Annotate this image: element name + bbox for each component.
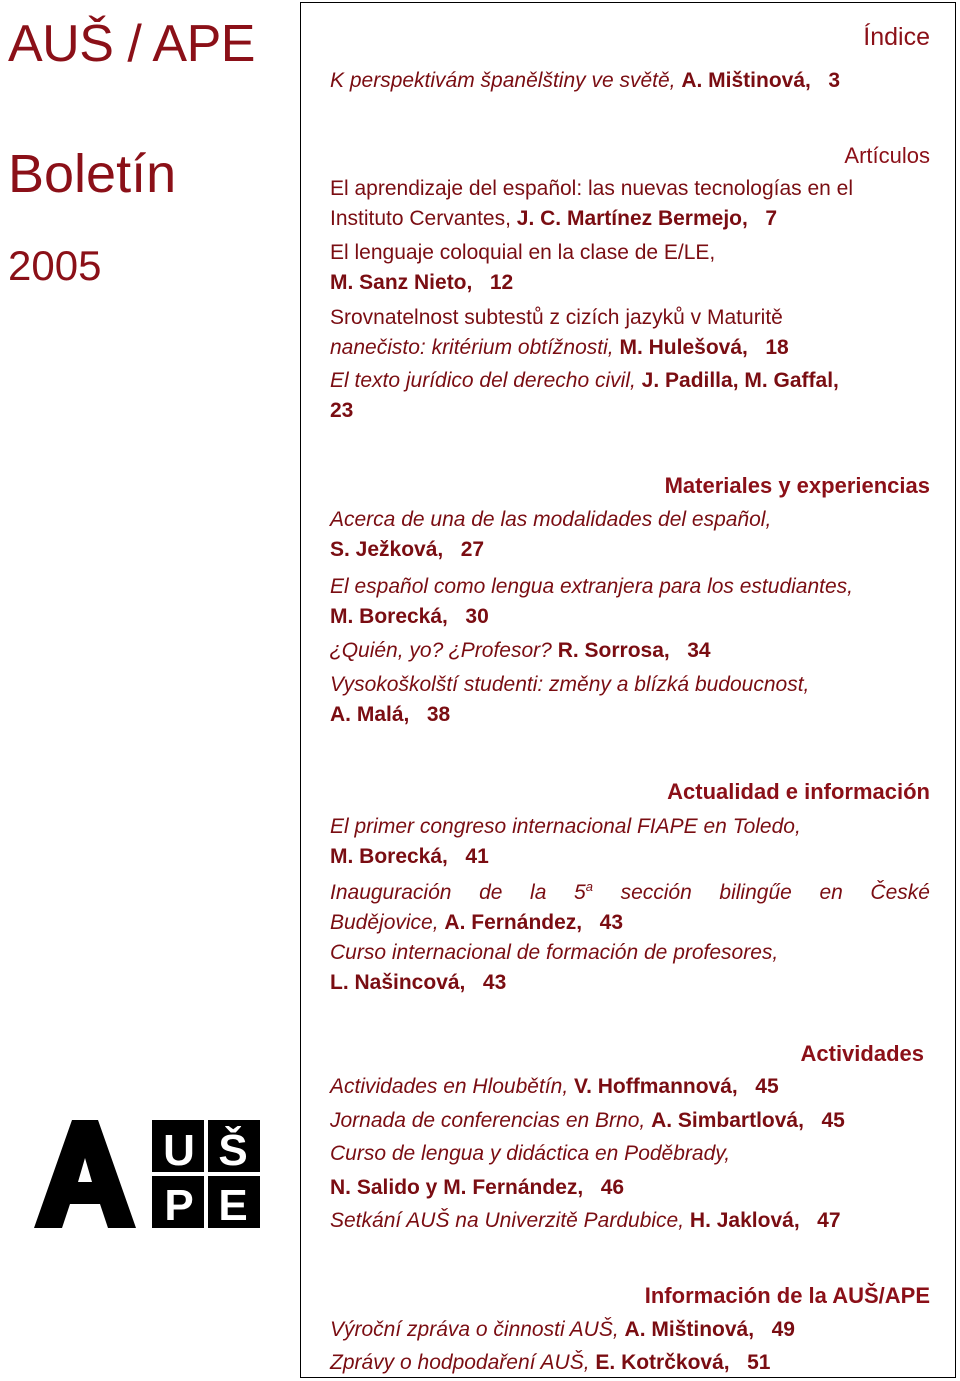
actividades-entry-4[interactable] [330, 1206, 930, 1236]
ordinal-suffix: a [585, 879, 593, 894]
entry-title-cont: nanečisto: kritérium obtížnosti, [330, 336, 614, 359]
entry-page: 34 [687, 639, 711, 662]
articulos-entry-2[interactable] [330, 238, 930, 298]
entry-title [330, 878, 930, 908]
bulletin-label: Boletín [8, 144, 177, 204]
entry-author: N. Salido y M. Fernández, [330, 1176, 584, 1199]
entry-title: El español como lengua extranjera para los estudiantes, [330, 575, 853, 598]
actualidad-heading: Actualidad e información [667, 779, 930, 804]
title-word: České [870, 881, 930, 904]
entry-page: 3 [828, 69, 841, 92]
entry-author: M. Sanz Nieto, [330, 271, 473, 294]
title-word: de [479, 881, 503, 904]
inverted-question-mark: ? [449, 640, 461, 663]
materiales-entry-4[interactable] [330, 670, 930, 730]
entry-title: Quién, yo? [341, 639, 444, 662]
entry-author: A. Mištinová, [681, 69, 811, 92]
articulos-entry-4[interactable] [330, 366, 930, 426]
section-articulos [330, 141, 930, 171]
title-word: Inauguración [330, 881, 452, 904]
section-actualidad [330, 777, 930, 807]
entry-title: Acerca de una de las modalidades del español, [330, 508, 772, 531]
entry-author: A. Fernández, [444, 911, 583, 934]
entry-title: K perspektivám španělštiny ve světě, [330, 69, 676, 92]
title-word: la [530, 881, 547, 904]
entry-author: A. Malá, [330, 703, 410, 726]
actualidad-entry-2[interactable] [330, 878, 930, 938]
title-word [574, 878, 593, 908]
logo-letter-s: Š [218, 1126, 248, 1175]
informacion-heading: Información de la AUŠ/APE [644, 1283, 930, 1308]
title-word: bilingűe [719, 881, 792, 904]
entry-author: H. Jaklová, [689, 1209, 800, 1232]
entry-author: S. Ježková, [330, 538, 444, 561]
entry-title: El texto jurídico del derecho civil, [330, 369, 636, 392]
section-actividades [330, 1039, 924, 1069]
entry-page: 45 [755, 1075, 779, 1098]
entry-author: A. Simbartlová, [651, 1109, 804, 1132]
entry-author: J. Padilla, M. Gaffal, [641, 369, 839, 392]
entry-page: 7 [765, 207, 778, 230]
entry-title: Setkání AUŠ na Univerzitě Pardubice, [330, 1209, 685, 1232]
entry-author: M. Borecká, [330, 605, 448, 628]
articulos-entry-3[interactable] [330, 303, 930, 363]
entry-page: 23 [330, 399, 354, 422]
journal-title: AUŠ / APE [8, 15, 255, 73]
actividades-entry-1[interactable] [330, 1072, 930, 1102]
entry-title: Zprávy o hodpodaření AUŠ, [330, 1351, 590, 1374]
actividades-heading: Actividades [800, 1041, 924, 1066]
articulos-heading: Artículos [844, 143, 930, 168]
entry-page: 41 [465, 845, 489, 868]
materiales-entry-2[interactable] [330, 572, 930, 632]
entry-title: Vysokoškolští studenti: změny a blízká budoucnost, [330, 673, 810, 696]
logo-letter-e: E [218, 1181, 248, 1228]
bulletin-year: 2005 [8, 242, 102, 289]
entry-title: Curso de lengua y didáctica en Poděbrady, [330, 1142, 731, 1165]
entry-page: 46 [600, 1176, 625, 1199]
entry-title: Výroční zpráva o činnosti AUŠ, [330, 1318, 619, 1341]
entry-page: 47 [817, 1209, 841, 1232]
entry-page: 43 [599, 911, 623, 934]
entry-page: 18 [765, 336, 789, 359]
materiales-entry-3[interactable] [330, 636, 930, 666]
aus-ape-logo [34, 1120, 260, 1228]
entry-page: 30 [465, 605, 489, 628]
actualidad-entry-3[interactable] [330, 938, 930, 998]
entry-author: J. C. Martínez Bermejo, [516, 207, 748, 230]
entry-page: 45 [821, 1109, 845, 1132]
entry-title: El primer congreso internacional FIAPE en Toledo, [330, 815, 801, 838]
entry-title: El aprendizaje del español: las nuevas tecnologías en el [330, 177, 854, 200]
entry-author: M. Borecká, [330, 845, 448, 868]
entry-author: R. Sorrosa, [557, 639, 670, 662]
entry-page: 43 [482, 971, 507, 994]
entry-page: 49 [771, 1318, 795, 1341]
entry-title: Srovnatelnost subtestů z cizích jazyků v Maturitě [330, 306, 783, 329]
logo-letter-p: P [164, 1181, 194, 1228]
inverted-question-mark: ? [330, 640, 342, 663]
entry-author: L. Našincová, [330, 971, 466, 994]
actividades-entry-3[interactable] [330, 1139, 930, 1203]
entry-title-cont: Instituto Cervantes, [330, 207, 511, 230]
entry-author: M. Hulešová, [619, 336, 748, 359]
title-word: en [819, 881, 843, 904]
materiales-entry-1[interactable] [330, 505, 930, 565]
entry-author: A. Mištinová, [624, 1318, 755, 1341]
entry-title: Actividades en Hloubětín, [330, 1075, 569, 1098]
entry-title: Curso internacional de formación de profesores, [330, 941, 779, 964]
entry-title-cont: Budějovice, [330, 911, 439, 934]
section-indice [330, 22, 930, 52]
section-materiales [330, 471, 930, 501]
section-informacion [330, 1281, 930, 1311]
entry-author: E. Kotrčková, [595, 1351, 730, 1374]
actividades-entry-2[interactable] [330, 1106, 930, 1136]
index-heading: Índice [863, 23, 930, 51]
title-word: sección [620, 881, 692, 904]
articulos-entry-1[interactable] [330, 174, 930, 234]
materiales-heading: Materiales y experiencias [664, 473, 930, 498]
entry-page: 51 [747, 1351, 771, 1374]
ordinal-number: 5 [574, 881, 586, 904]
entry-author: V. Hoffmannová, [574, 1075, 738, 1098]
entry-page: 27 [460, 538, 485, 561]
entry-title-cont: Profesor? [460, 639, 552, 662]
actualidad-entry-1[interactable] [330, 812, 930, 872]
informacion-entry-2[interactable] [330, 1348, 930, 1378]
intro-entry[interactable] [330, 66, 930, 96]
entry-title: Jornada de conferencias en Brno, [330, 1109, 646, 1132]
informacion-entry-1[interactable] [330, 1315, 930, 1345]
entry-page: 12 [489, 271, 514, 294]
logo-letter-u: U [163, 1126, 195, 1175]
entry-page: 38 [426, 703, 451, 726]
entry-title: El lenguaje coloquial en la clase de E/LE, [330, 241, 716, 264]
